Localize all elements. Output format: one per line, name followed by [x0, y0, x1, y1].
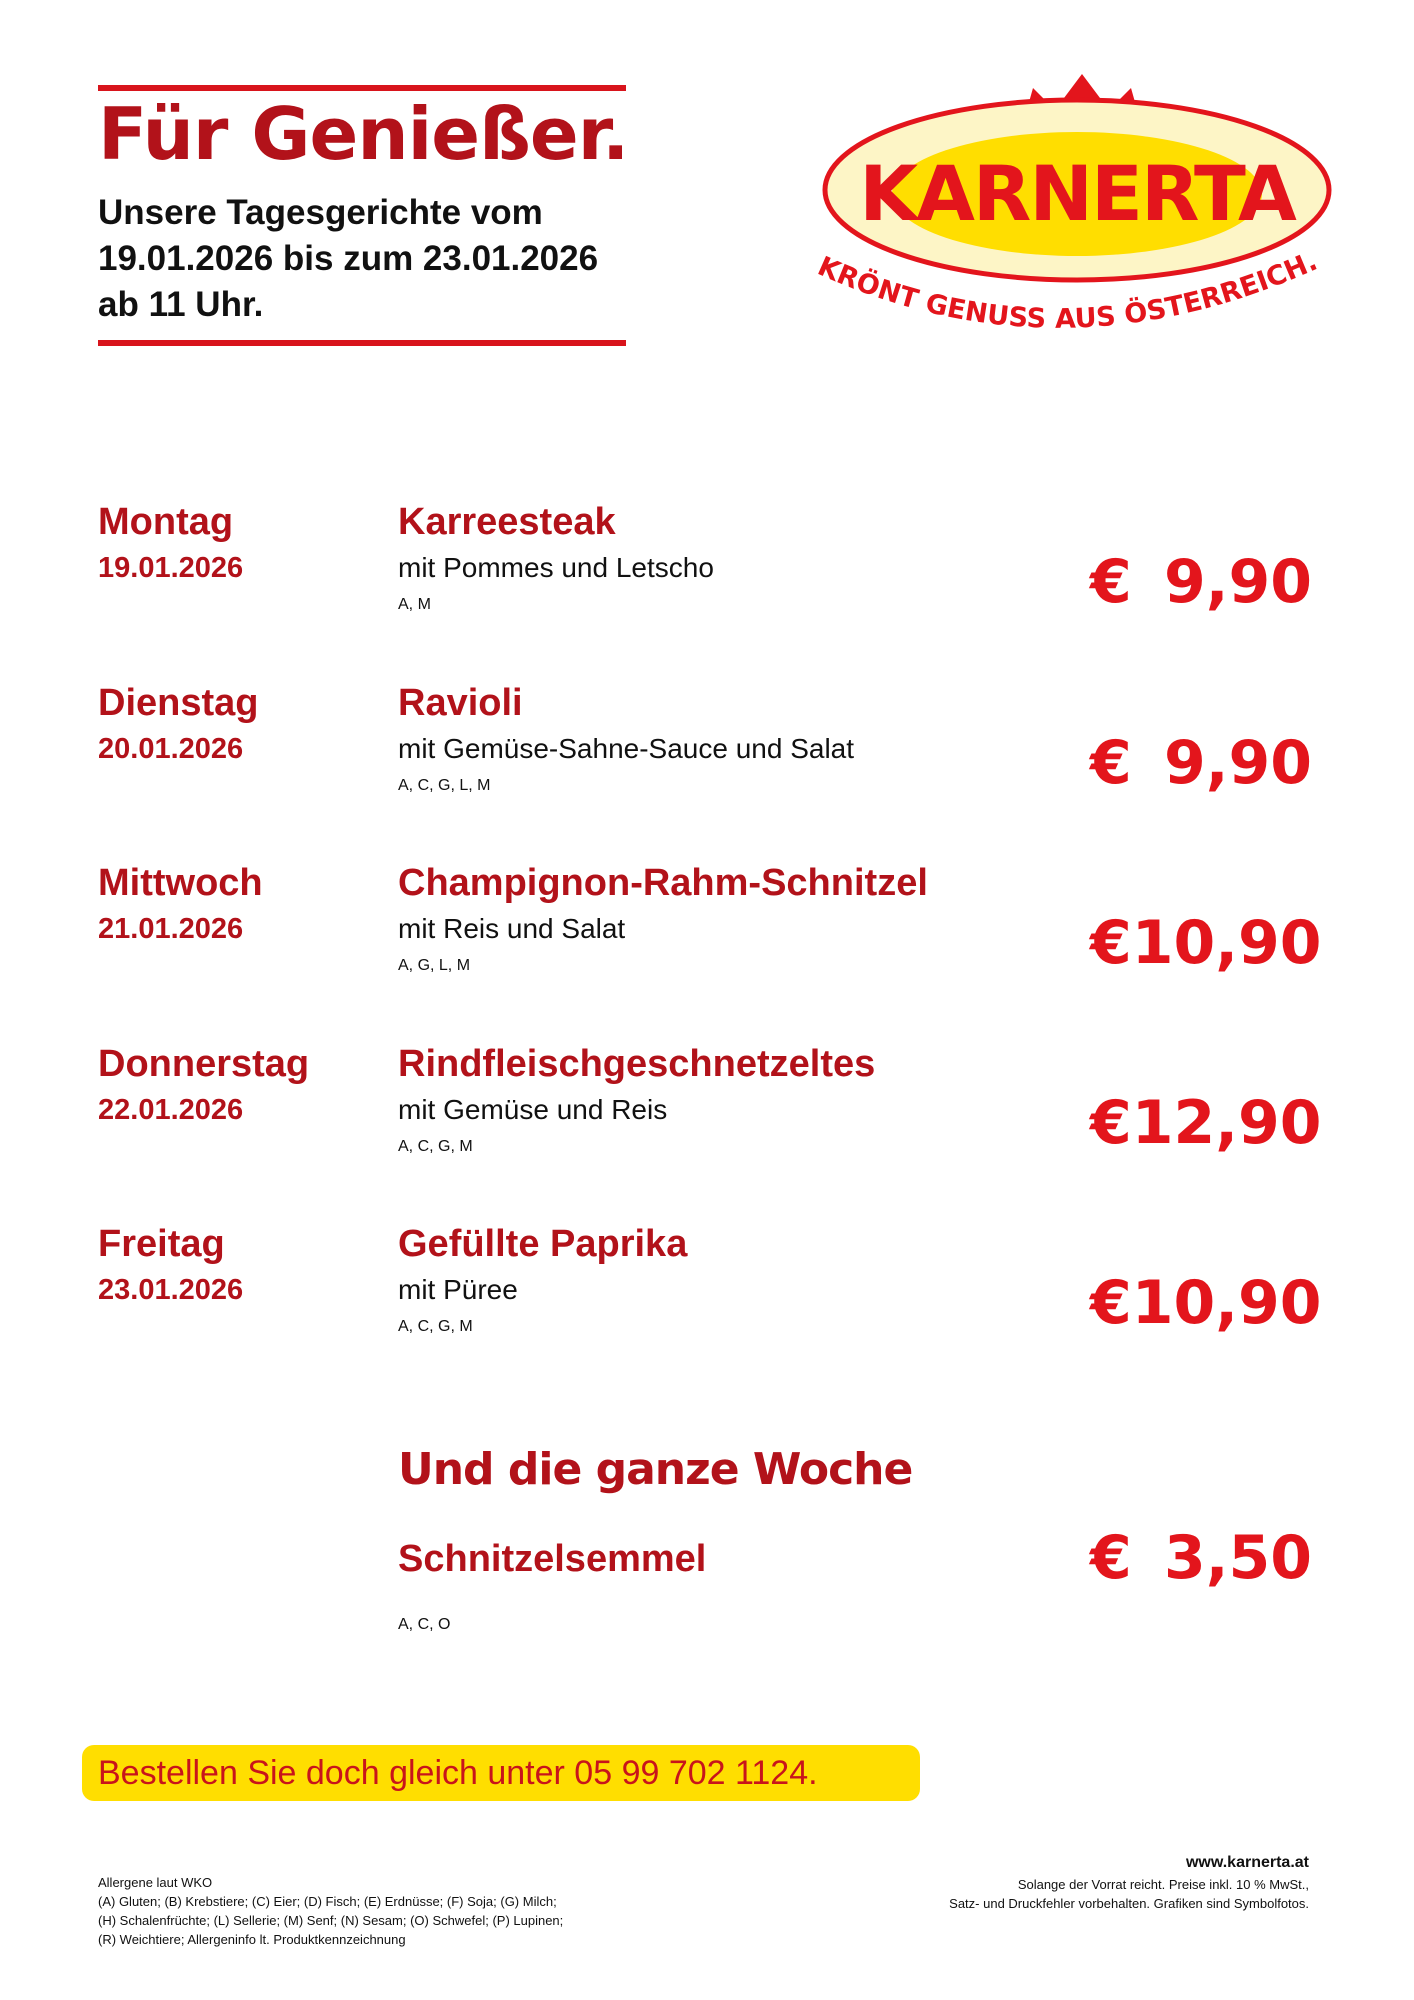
dish-tuesday — [398, 684, 854, 794]
price-friday — [1090, 1268, 1322, 1338]
day-name: Montag — [98, 501, 234, 543]
footer-note-line: Satz- und Druckfehler vorbehalten. Grafiken sind Symbolfotos. — [949, 1896, 1309, 1911]
order-banner: Bestellen Sie doch gleich unter 05 99 702 1124. — [82, 1745, 920, 1801]
price-tuesday — [1090, 728, 1312, 798]
footer-notes — [949, 1851, 1309, 1913]
currency-symbol: € — [1090, 547, 1132, 617]
footer-note-line: Solange der Vorrat reicht. Preise inkl. 10 % MwSt., — [1017, 1877, 1309, 1892]
page-title: Für Genießer. — [98, 92, 629, 176]
currency-symbol: € — [1090, 908, 1132, 978]
subtitle-line: Unsere Tagesgerichte vom — [98, 193, 543, 232]
day-date: 20.01.2026 — [98, 733, 244, 765]
price-value: 10,90 — [1131, 908, 1322, 978]
dish-title: Ravioli — [398, 682, 523, 724]
price-value: 10,90 — [1131, 1268, 1322, 1338]
day-monday — [98, 503, 243, 583]
svg-text:KRÖNT GENUSS AUS ÖSTERREICH.: KRÖNT GENUSS AUS ÖSTERREICH. — [813, 245, 1322, 335]
dish-description: mit Reis und Salat — [398, 913, 626, 944]
dish-title: Karreesteak — [398, 501, 616, 543]
day-date: 19.01.2026 — [98, 552, 244, 584]
price-monday — [1090, 547, 1312, 617]
price-value: 12,90 — [1131, 1088, 1322, 1158]
dish-allergens: A, G, L, M — [398, 957, 471, 974]
price-value: 9,90 — [1163, 728, 1312, 798]
dish-friday — [398, 1225, 687, 1335]
bottom-rule — [98, 340, 626, 346]
currency-symbol: € — [1090, 1088, 1132, 1158]
dish-description: mit Gemüse-Sahne-Sauce und Salat — [398, 733, 855, 764]
day-wednesday — [98, 864, 263, 944]
day-date: 21.01.2026 — [98, 913, 244, 945]
dish-monday — [398, 503, 714, 613]
allergen-legend-line: Allergene laut WKO — [98, 1875, 213, 1890]
dish-description: mit Pommes und Letscho — [398, 552, 714, 583]
day-friday — [98, 1225, 243, 1305]
dish-title: Gefüllte Paprika — [398, 1223, 688, 1265]
price-weekly — [1090, 1523, 1312, 1593]
page-subtitle — [98, 190, 658, 328]
allergen-legend — [98, 1873, 563, 1949]
day-name: Freitag — [98, 1223, 225, 1265]
dish-title: Rindfleischgeschnetzeltes — [398, 1043, 876, 1085]
website-link[interactable]: www.karnerta.at — [1185, 1854, 1309, 1871]
price-value: 3,50 — [1163, 1523, 1312, 1593]
allergen-legend-line: (H) Schalenfrüchte; (L) Sellerie; (M) Senf; (N) Sesam; (O) Schwefel; (P) Lupinen; — [98, 1913, 564, 1928]
currency-symbol: € — [1090, 1268, 1132, 1338]
weekly-heading: Und die ganze Woche — [398, 1444, 913, 1495]
allergen-legend-line: (R) Weichtiere; Allergeninfo lt. Produktkennzeichnung — [98, 1932, 406, 1947]
karnerta-logo — [805, 70, 1350, 370]
dish-description: mit Gemüse und Reis — [398, 1094, 668, 1125]
day-date: 23.01.2026 — [98, 1274, 244, 1306]
day-tuesday — [98, 684, 258, 764]
price-thursday — [1090, 1088, 1322, 1158]
weekly-dish-allergens: A, C, O — [398, 1616, 451, 1633]
subtitle-line: 19.01.2026 bis zum 23.01.2026 — [98, 239, 599, 278]
price-value: 9,90 — [1163, 547, 1312, 617]
weekly-dish — [398, 1540, 706, 1633]
day-name: Mittwoch — [98, 862, 263, 904]
price-wednesday — [1090, 908, 1322, 978]
weekly-dish-title: Schnitzelsemmel — [398, 1538, 707, 1580]
dish-wednesday — [398, 864, 928, 974]
subtitle-line: ab 11 Uhr. — [98, 285, 264, 324]
svg-text:KARNERTA: KARNERTA — [859, 149, 1295, 238]
dish-allergens: A, C, G, M — [398, 1318, 473, 1335]
dish-thursday — [398, 1045, 875, 1155]
currency-symbol: € — [1090, 1523, 1132, 1593]
dish-allergens: A, C, G, L, M — [398, 777, 491, 794]
day-name: Donnerstag — [98, 1043, 310, 1085]
day-thursday — [98, 1045, 309, 1125]
day-date: 22.01.2026 — [98, 1094, 244, 1126]
dish-title: Champignon-Rahm-Schnitzel — [398, 862, 928, 904]
top-rule — [98, 85, 626, 91]
dish-description: mit Püree — [398, 1274, 518, 1305]
dish-allergens: A, M — [398, 596, 431, 613]
currency-symbol: € — [1090, 728, 1132, 798]
dish-allergens: A, C, G, M — [398, 1138, 473, 1155]
allergen-legend-line: (A) Gluten; (B) Krebstiere; (C) Eier; (D) Fisch; (E) Erdnüsse; (F) Soja; (G) Milch; — [98, 1894, 557, 1909]
day-name: Dienstag — [98, 682, 259, 724]
